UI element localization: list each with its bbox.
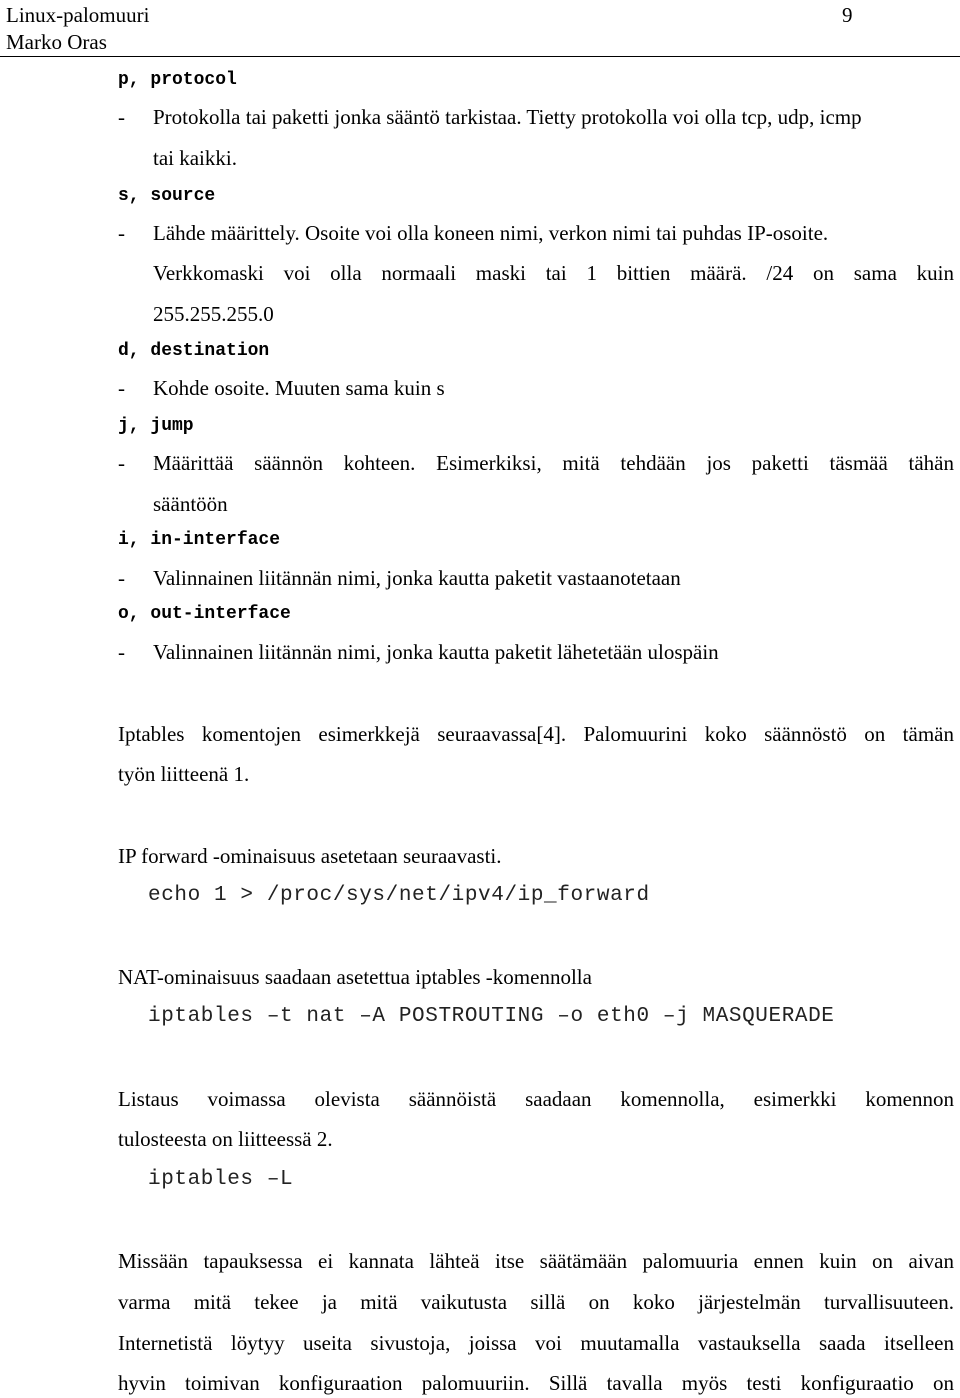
nat-intro: NAT-ominaisuus saadaan asetettua iptables -komennolla (118, 965, 592, 989)
option-description-line: Valinnainen liitännän nimi, jonka kautta paketit vastaanotetaan (153, 566, 681, 590)
option-description-line: Lähde määrittely. Osoite voi olla koneen nimi, verkon nimi tai puhdas IP-osoite. (153, 221, 829, 245)
option-name-in-interface: i, in-interface (118, 530, 281, 550)
paragraph-line: varma mitä tekee ja mitä vaikutusta sillä on koko järjestelmän turvallisuuteen. (118, 1290, 954, 1314)
option-name-protocol: p, protocol (118, 70, 237, 90)
option-description-line: sääntöön (153, 492, 228, 516)
code-line-listing: iptables –L (148, 1168, 294, 1191)
paragraph-line: Iptables komentojen esimerkkejä seuraavassa[4]. Palomuurini koko säännöstö on tämän (118, 722, 954, 746)
document-author: Marko Oras (6, 30, 107, 54)
document-title: Linux-palomuuri (6, 3, 150, 27)
list-dash: - (118, 566, 125, 590)
option-description-line: Kohde osoite. Muuten sama kuin s (153, 376, 445, 400)
option-name-source: s, source (118, 186, 216, 206)
option-description-line: Valinnainen liitännän nimi, jonka kautta paketit lähetetään ulospäin (153, 640, 719, 664)
list-dash: - (118, 105, 125, 129)
option-name-out-interface: o, out-interface (118, 604, 291, 624)
list-dash: - (118, 221, 125, 245)
option-description-line: Verkkomaski voi olla normaali maski tai 1 bittien määrä. /24 on sama kuin (153, 261, 954, 285)
paragraph-line: hyvin toimivan konfiguraation palomuuriin. Sillä tavalla myös testi konfiguraatio on (118, 1371, 954, 1395)
paragraph-line: Internetistä löytyy useita sivustoja, joissa voi muutamalla vastauksella saada itselleen (118, 1331, 954, 1355)
list-dash: - (118, 451, 125, 475)
option-description-line: 255.255.255.0 (153, 302, 274, 326)
paragraph-line: Listaus voimassa olevista säännöistä saadaan komennolla, esimerkki komennon (118, 1087, 954, 1111)
paragraph-line: Missään tapauksessa ei kannata lähteä itse säätämään palomuuria ennen kuin on aivan (118, 1249, 954, 1273)
option-name-jump: j, jump (118, 416, 194, 436)
option-name-destination: d, destination (118, 341, 270, 361)
header-left (6, 2, 149, 56)
option-description-line: Määrittää säännön kohteen. Esimerkiksi, mitä tehdään jos paketti täsmää tähän (153, 451, 954, 475)
ip-forward-intro: IP forward -ominaisuus asetetaan seuraavasti. (118, 844, 502, 868)
paragraph-line: tulosteesta on liitteessä 2. (118, 1127, 333, 1151)
page-header (0, 0, 960, 57)
code-line-nat: iptables –t nat –A POSTROUTING –o eth0 –j MASQUERADE (148, 1005, 835, 1028)
list-dash: - (118, 376, 125, 400)
list-dash: - (118, 640, 125, 664)
code-line-ip-forward: echo 1 > /proc/sys/net/ipv4/ip_forward (148, 884, 650, 907)
page-number: 9 (842, 3, 853, 27)
paragraph-line: työn liitteenä 1. (118, 762, 250, 786)
option-description-line: tai kaikki. (153, 146, 237, 170)
option-description-line: Protokolla tai paketti jonka sääntö tarkistaa. Tietty protokolla voi olla tcp, udp, icmp (153, 105, 862, 129)
